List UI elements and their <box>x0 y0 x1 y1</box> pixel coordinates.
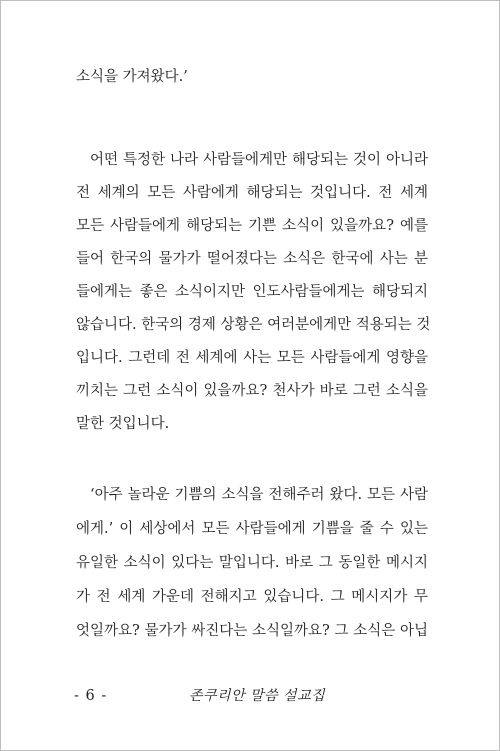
text-line: 모든 사람들에게 해당되는 기쁜 소식이 있을까요? 예를 <box>76 218 428 234</box>
page-number: - 6 - <box>74 688 108 704</box>
text-line: 끼치는 그런 소식이 있을까요? 천사가 바로 그런 소식을 <box>76 383 428 399</box>
text-line: 않습니다. 한국의 경제 상황은 여러분에게만 적용되는 것 <box>76 317 431 333</box>
text-line: 엇일까요? 물가가 싸진다는 소식일까요? 그 소식은 아닙 <box>76 623 428 639</box>
text-line: 소식을 가져왔다.’ <box>76 69 188 85</box>
text-line: 에게.’ 이 세상에서 모든 사람들에게 기쁨을 줄 수 있는 <box>76 521 428 537</box>
text-line: 어떤 특정한 나라 사람들에게만 해당되는 것이 아니라 <box>90 152 428 168</box>
text-line: ‘아주 놀라운 기쁨의 소식을 전해주러 왔다. 모든 사람 <box>90 487 428 503</box>
text-line: 들에게는 좋은 소식이지만 인도사람들에게는 해당되지 <box>76 284 428 300</box>
text-line: 가 전 세계 가운데 전해지고 있습니다. 그 메시지가 무 <box>76 589 428 605</box>
text-line: 유일한 소식이 있다는 말입니다. 바로 그 동일한 메시지 <box>76 555 428 571</box>
book-title: 존쿠리안 말씀 설교집 <box>189 688 326 704</box>
text-line: 들어 한국의 물가가 떨어졌다는 소식은 한국에 사는 분 <box>76 251 428 267</box>
text-line: 전 세계의 모든 사람에게 해당되는 것입니다. 전 세계 <box>76 185 428 201</box>
text-line: 말한 것입니다. <box>76 416 170 432</box>
text-line: 입니다. 그런데 전 세계에 사는 모든 사람들에게 영향을 <box>76 350 428 366</box>
